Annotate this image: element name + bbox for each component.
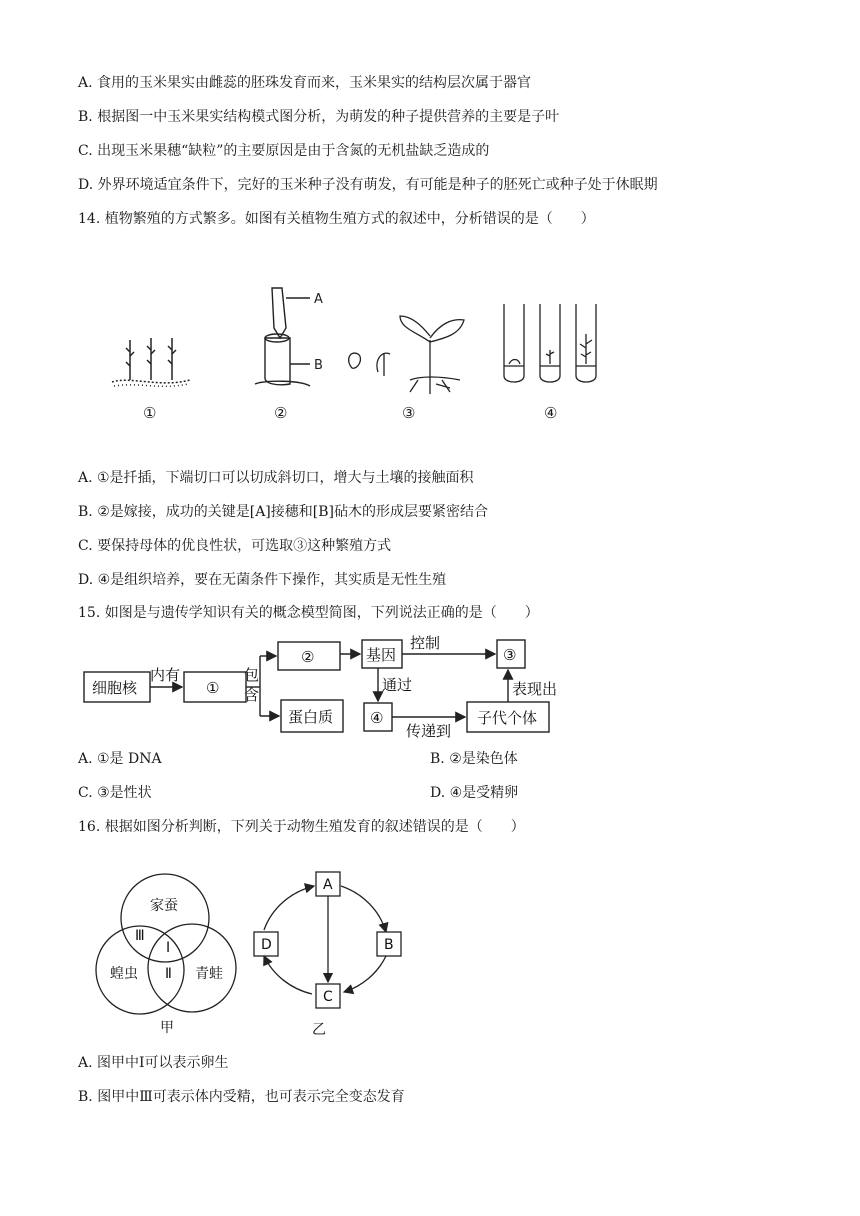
through-label: 通过 [382, 676, 413, 694]
figure-number-3: ③ [402, 404, 416, 422]
q14-option-a: A. ①是扦插，下端切口可以切成斜切口，增大与土壤的接触面积 [78, 470, 474, 486]
box-1-label: ① [206, 679, 220, 697]
box-3-label: ③ [503, 646, 517, 664]
contain-label-2: 含 [244, 686, 260, 704]
q13-option-b: B. 根据图一中玉米果实结构模式图分析，为萌发的种子提供营养的主要是子叶 [78, 109, 560, 125]
grafting-illustration [255, 288, 310, 386]
figure-number-1: ① [143, 404, 157, 422]
offspring-label: 子代个体 [477, 709, 538, 727]
rootstock-label: B [314, 358, 323, 373]
q13-option-c: C. 出现玉米果穗“缺粒”的主要原因是由于含氮的无机盐缺乏造成的 [78, 143, 490, 159]
q14-plant-propagation-figure [100, 280, 620, 430]
frog-label: 青蛙 [195, 966, 223, 982]
q14-option-d: D. ④是组织培养，要在无菌条件下操作，其实质是无性生殖 [78, 572, 447, 588]
q15-option-a: A. ①是 DNA [78, 751, 162, 767]
q15-option-c: C. ③是性状 [78, 785, 152, 801]
has-label: 内有 [150, 666, 181, 684]
scion-label: A [314, 292, 323, 307]
region-2-label: Ⅱ [165, 966, 172, 982]
q16-option-a: A. 图甲中Ⅰ可以表示卵生 [78, 1055, 229, 1071]
node-a-label: A [323, 877, 333, 893]
locust-label: 蝗虫 [110, 966, 138, 982]
figure-yi-label: 乙 [312, 1022, 326, 1038]
nucleus-label: 细胞核 [92, 679, 138, 697]
gene-label: 基因 [366, 646, 397, 664]
box-2-label: ② [301, 648, 315, 666]
tissue-culture-illustration [504, 304, 596, 382]
q16-venn-and-cycle-figure [90, 860, 430, 1040]
transfer-label: 传递到 [406, 722, 452, 740]
contain-label-1: 包 [244, 666, 260, 684]
q15-stem: 15. 如图是与遗传学知识有关的概念模型简图，下列说法正确的是（ ） [78, 605, 539, 621]
node-d-label: D [261, 937, 272, 953]
figure-jia-label: 甲 [160, 1020, 174, 1036]
protein-label: 蛋白质 [288, 708, 334, 726]
express-label: 表现出 [512, 680, 558, 698]
silkworm-label: 家蚕 [150, 898, 178, 914]
q13-option-d: D. 外界环境适宜条件下，完好的玉米种子没有萌发，有可能是种子的胚死亡或种子处于休眠期 [78, 177, 658, 193]
q15-option-d: D. ④是受精卵 [430, 785, 519, 801]
figure-number-4: ④ [544, 404, 558, 422]
figure-number-2: ② [274, 404, 288, 422]
q15-option-b: B. ②是染色体 [430, 751, 518, 767]
seed-germination-illustration [349, 316, 464, 394]
cutting-illustration [112, 338, 190, 386]
q15-concept-map [80, 630, 590, 740]
region-1-label: Ⅰ [166, 940, 171, 956]
box-4-label: ④ [370, 709, 384, 727]
node-c-label: C [323, 989, 333, 1005]
control-label: 控制 [410, 634, 441, 652]
q13-option-a: A. 食用的玉米果实由雌蕊的胚珠发育而来，玉米果实的结构层次属于器官 [78, 75, 532, 91]
node-b-label: B [384, 937, 394, 953]
q14-option-c: C. 要保持母体的优良性状，可选取③这种繁殖方式 [78, 538, 392, 554]
q14-option-b: B. ②是嫁接，成功的关键是[A]接穗和[B]砧木的形成层要紧密结合 [78, 504, 488, 520]
region-3-label: Ⅲ [135, 928, 145, 944]
q16-option-b: B. 图甲中Ⅲ可表示体内受精，也可表示完全变态发育 [78, 1089, 405, 1105]
q14-stem: 14. 植物繁殖的方式繁多。如图有关植物生殖方式的叙述中，分析错误的是（ ） [78, 211, 595, 227]
q16-stem: 16. 根据如图分析判断，下列关于动物生殖发育的叙述错误的是（ ） [78, 819, 525, 835]
